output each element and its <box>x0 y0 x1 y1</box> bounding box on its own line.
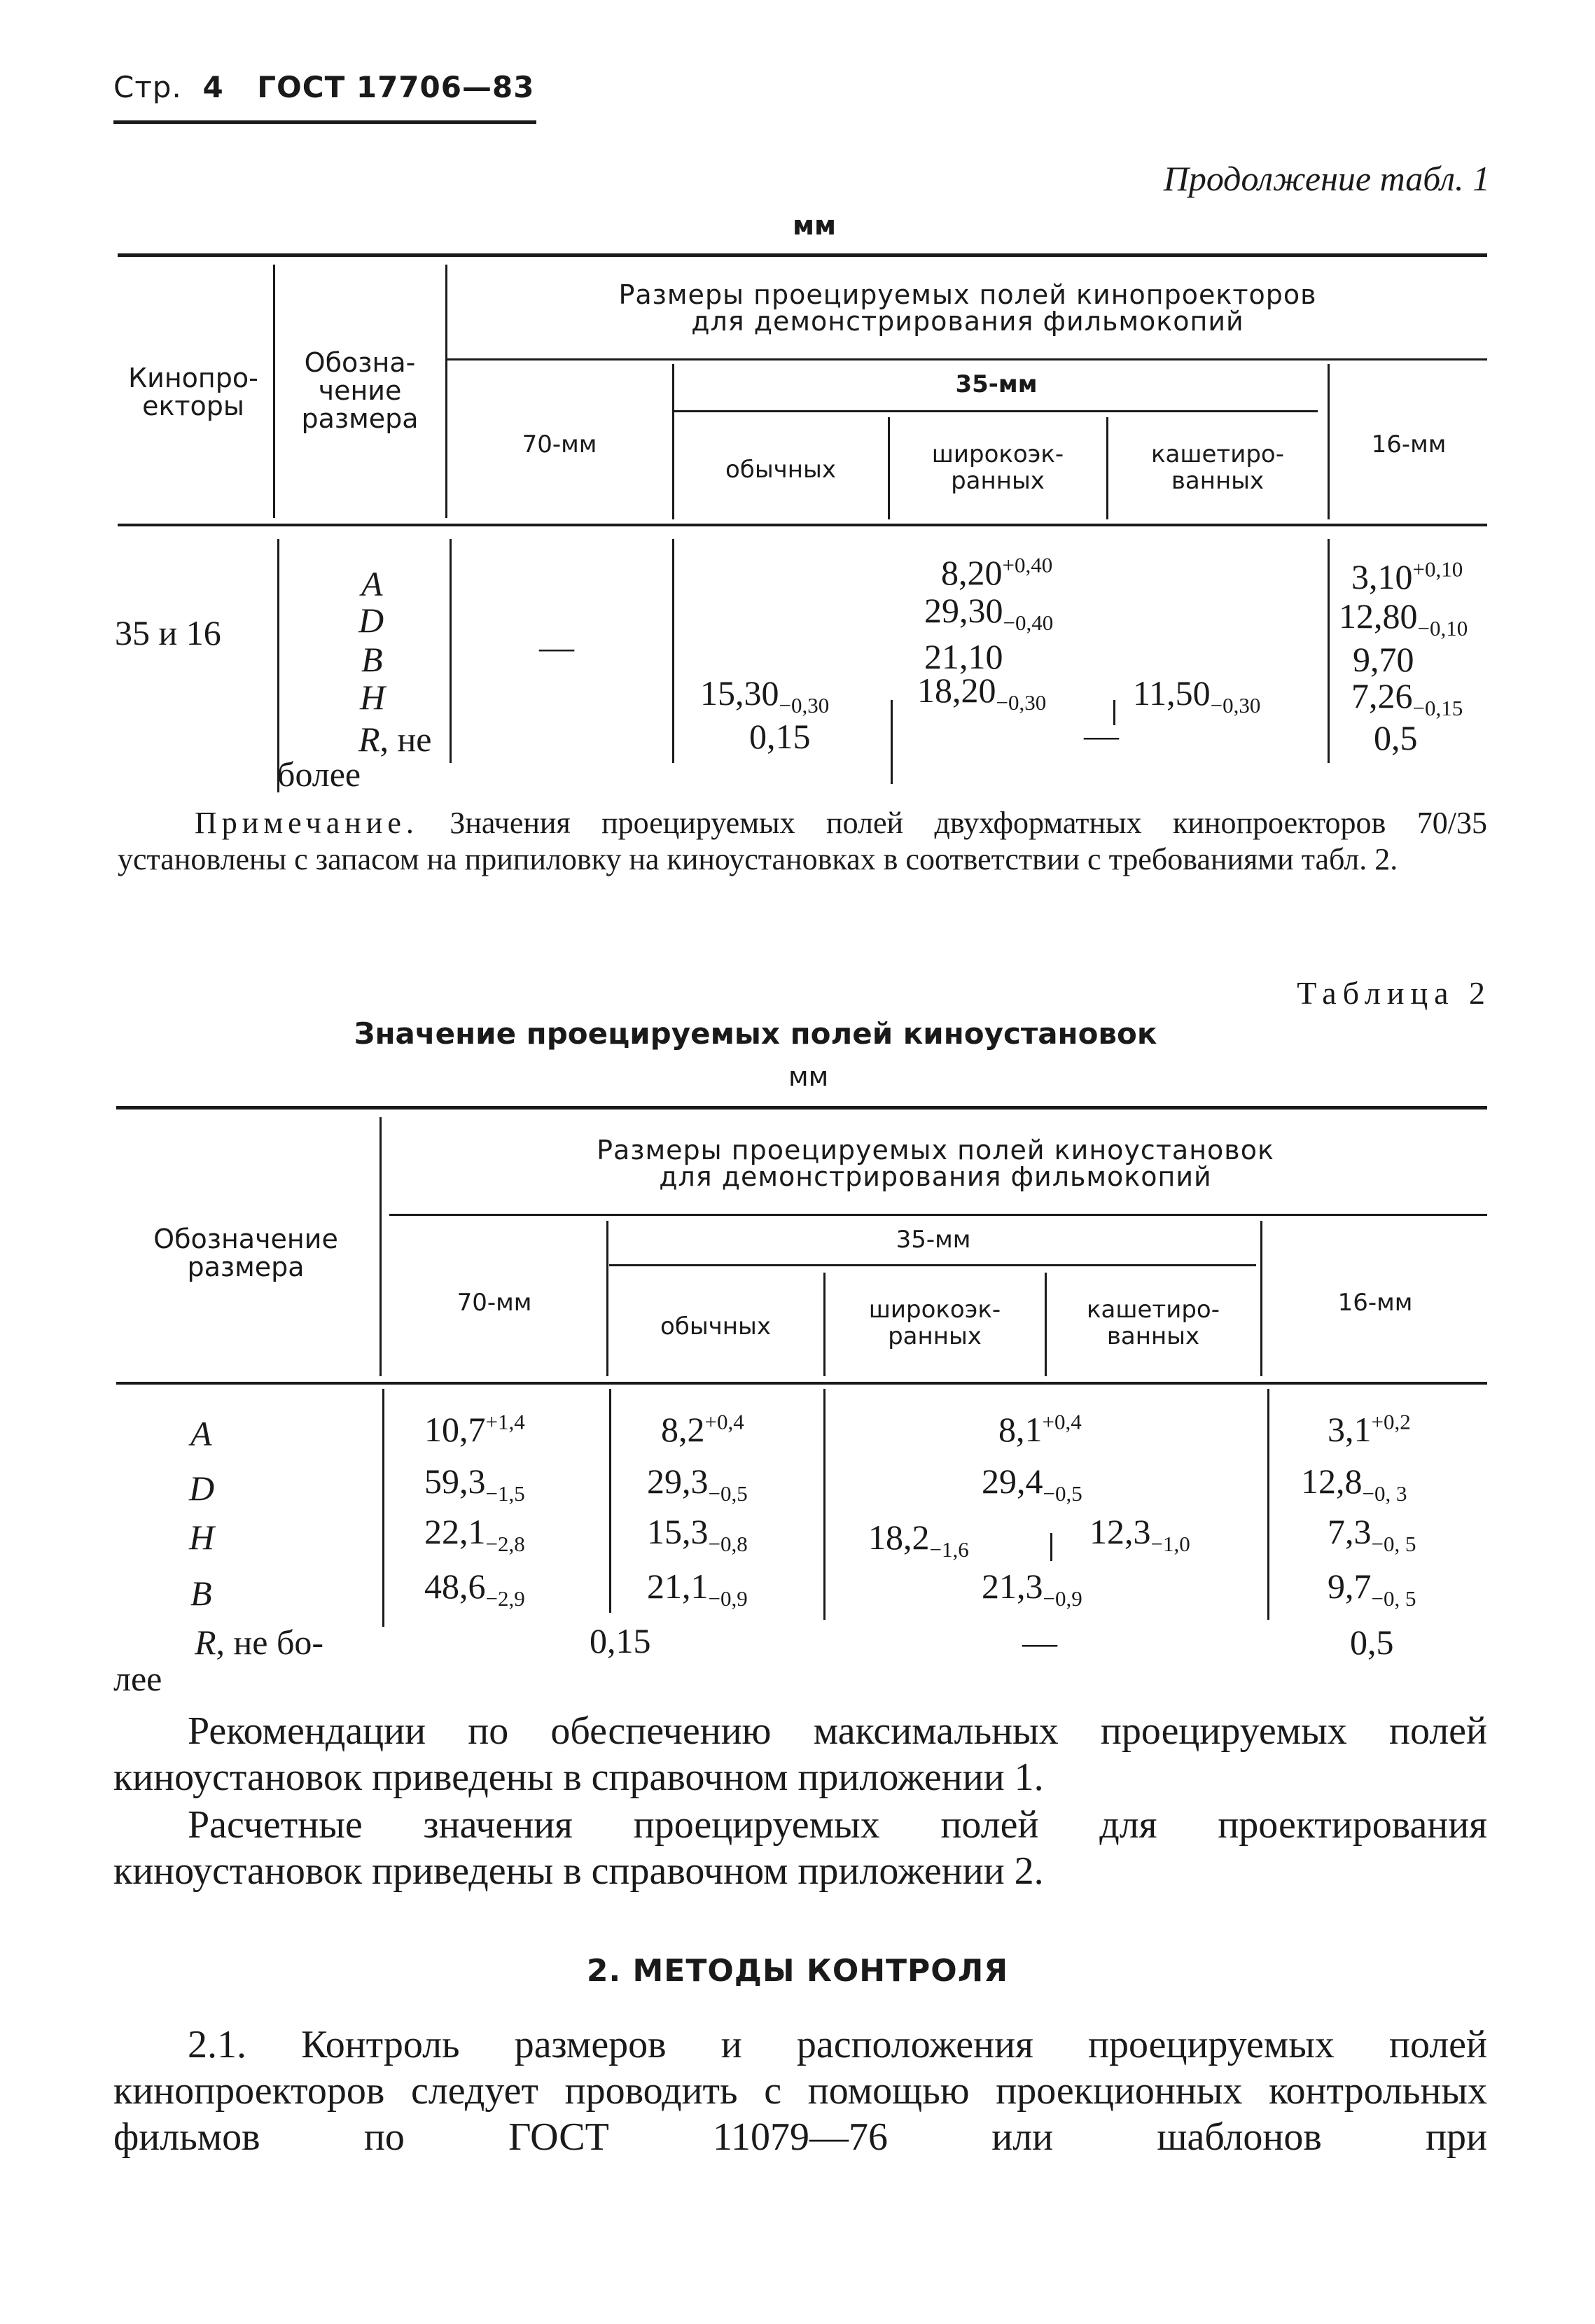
paragraph-2-1: 2.1. Контроль размеров и расположения проецируемых полей кинопроекторов следует проводить с помощью проекционных контрольных фильмов по ГОСТ 11079—76 или шаблонов при <box>113 2023 1487 2159</box>
table1-r-letter: R <box>358 720 380 759</box>
table2-col-16: 16-мм <box>1337 1289 1413 1317</box>
table2-r-35-rest: — <box>1022 1623 1057 1662</box>
table2-d-35o <box>647 1462 748 1506</box>
table1-h16 <box>1351 676 1463 720</box>
table1-vline <box>1106 417 1108 519</box>
table2-designation-d: D <box>189 1469 215 1508</box>
table2-rule <box>609 1264 1256 1266</box>
table2-h-35m-value: 12,3 <box>1089 1512 1151 1551</box>
table1-rule <box>447 358 1487 360</box>
table1-vline <box>672 364 674 519</box>
table2-h-35w <box>868 1518 969 1562</box>
table2-designation-h: H <box>189 1518 215 1557</box>
table1-vline <box>1328 364 1330 519</box>
table2-b-70 <box>424 1567 525 1611</box>
page-label: Стр. <box>113 70 182 104</box>
table2-b-16-tol: −0, 5 <box>1371 1586 1416 1611</box>
table1-top-rule <box>118 253 1487 257</box>
table1-h35-ordinary <box>700 673 830 718</box>
table1-h16-tol: −0,15 <box>1412 696 1463 720</box>
table2-a-35w-value: 8,1 <box>998 1410 1043 1449</box>
table2-h-70 <box>424 1512 525 1556</box>
table1-col-designation: Обозна- чение размера <box>301 347 419 434</box>
table2-b-35o-tol: −0,9 <box>708 1586 748 1611</box>
table1-rule <box>674 410 1318 412</box>
table2-h-35w-tol: −1,6 <box>929 1537 969 1562</box>
table2-col-designation: Обозначение размера <box>153 1224 338 1282</box>
table2-designation-b: B <box>190 1574 212 1613</box>
table2-b-70-tol: −2,9 <box>485 1586 525 1611</box>
table1-d35 <box>924 591 1054 635</box>
table1-designation-d: D <box>358 601 384 640</box>
table1-d35-tol: −0,40 <box>1003 610 1054 635</box>
table1-unit: мм <box>793 210 837 241</box>
table1-r-suffix2: более <box>277 755 361 794</box>
table2-vline <box>382 1389 384 1627</box>
table2-col-35-masked: кашетиро- ванных <box>1087 1296 1220 1350</box>
table1-b35: 21,10 <box>924 637 1003 676</box>
table2-top-rule <box>116 1106 1487 1110</box>
table1-a16-tol: +0,10 <box>1412 556 1463 582</box>
table1-h35-wide-value: 18,20 <box>917 671 996 710</box>
table1-d35-value: 29,30 <box>924 591 1003 630</box>
table2-b-35w-value: 21,3 <box>982 1567 1043 1606</box>
table2-a-35o-tol: +0,4 <box>704 1409 744 1434</box>
section-title: 2. МЕТОДЫ КОНТРОЛЯ <box>586 1953 1009 1989</box>
table2-d-70 <box>424 1462 525 1506</box>
table1-a35-tol: +0,40 <box>1002 552 1053 578</box>
table1-designation-r <box>358 720 432 759</box>
table1-vline <box>1328 539 1330 763</box>
table2-h-16-tol: −0, 5 <box>1371 1532 1416 1556</box>
table2-a-35o <box>661 1410 744 1449</box>
table2-a-35w <box>998 1410 1082 1449</box>
table1-a16-value: 3,10 <box>1351 557 1413 596</box>
table2-b-70-value: 48,6 <box>424 1567 486 1606</box>
paragraph-calculated-values: Расчетные значения проецируемых полей для проектирования киноустановок приведены в справочном приложении 2. <box>113 1803 1487 1893</box>
table2-vline <box>606 1221 608 1376</box>
table1-vline <box>891 700 893 784</box>
table1-h35-ordinary-value: 15,30 <box>700 673 779 713</box>
table1-vline <box>273 265 275 518</box>
table1-row-projectors: 35 и 16 <box>115 613 221 652</box>
table2-unit: мм <box>788 1061 829 1092</box>
table1-col-35: 35-мм <box>955 370 1038 398</box>
table2-vline <box>1267 1389 1269 1620</box>
table2-vline <box>1050 1533 1052 1561</box>
table1-vline <box>445 265 447 518</box>
table1-continuation: Продолжение табл. 1 <box>1163 159 1490 198</box>
table2-r-suffix2: лее <box>113 1659 162 1698</box>
table2-d-35w-value: 29,4 <box>982 1462 1043 1501</box>
table1-col-35-wide: широкоэк- ранных <box>931 440 1064 495</box>
table2-a-70-tol: +1,4 <box>485 1409 525 1434</box>
table1-note <box>118 805 1487 878</box>
table2-d-35o-tol: −0,5 <box>708 1481 748 1506</box>
table2-r-suffix: , не бо- <box>216 1623 324 1662</box>
table2-vline <box>1260 1221 1262 1376</box>
table1-col-35-ordinary: обычных <box>725 456 836 484</box>
table2-d-16 <box>1301 1462 1407 1506</box>
table2-a-70 <box>424 1410 525 1449</box>
table1-designation-h: H <box>360 678 386 717</box>
table2-h-35o <box>647 1512 748 1556</box>
table2-b-35o <box>647 1567 748 1611</box>
table1-r16: 0,5 <box>1374 718 1418 757</box>
table2-title: Значение проецируемых полей киноустановок <box>354 1016 1157 1051</box>
table1-a16 <box>1351 557 1463 596</box>
table2-h-16-value: 7,3 <box>1328 1512 1372 1551</box>
table2-h-35o-tol: −0,8 <box>708 1532 748 1556</box>
table1-col-16: 16-мм <box>1371 430 1447 458</box>
table2-a-35o-value: 8,2 <box>661 1410 705 1449</box>
table2-rule <box>389 1214 1487 1216</box>
table1-d16-value: 12,80 <box>1339 596 1418 636</box>
table2-d-16-tol: −0, 3 <box>1362 1481 1407 1506</box>
table2-vline <box>379 1117 382 1376</box>
page-number: 4 <box>202 70 224 104</box>
table1-col-35-masked: кашетиро- ванных <box>1151 440 1284 495</box>
table1-h16-value: 7,26 <box>1351 676 1413 715</box>
table2-vline <box>609 1389 611 1613</box>
standard-number: ГОСТ 17706—83 <box>257 70 535 104</box>
table1-group-title: Размеры проецируемых полей кинопроекторов для демонстрирования фильмокопий <box>618 279 1317 337</box>
table2-col-35-wide: широкоэк- ранных <box>868 1296 1001 1350</box>
table1-col-70: 70-мм <box>522 430 597 458</box>
table2-h-35m <box>1089 1512 1190 1556</box>
table2-header-bottom-rule <box>116 1382 1487 1385</box>
table2-b-35w <box>982 1567 1082 1611</box>
table1-h35-masked-tol: −0,30 <box>1210 693 1261 718</box>
table2-h-35o-value: 15,3 <box>647 1512 709 1551</box>
table2-col-70: 70-мм <box>457 1289 532 1317</box>
table2-d-70-tol: −1,5 <box>485 1481 525 1506</box>
table2-label: Таблица 2 <box>1297 975 1491 1011</box>
table2-vline <box>823 1389 826 1620</box>
table2-h-35m-tol: −1,0 <box>1150 1532 1190 1556</box>
table1-a35 <box>941 553 1052 592</box>
table2-vline <box>823 1273 826 1376</box>
table2-d-35o-value: 29,3 <box>647 1462 709 1501</box>
table1-h35-masked-value: 11,50 <box>1133 673 1211 713</box>
header-underline <box>113 120 536 124</box>
table2-h-16 <box>1328 1512 1416 1556</box>
table2-b-35o-value: 21,1 <box>647 1567 709 1606</box>
table2-vline <box>1045 1273 1047 1376</box>
page-header <box>113 70 534 104</box>
table1-vline <box>888 417 890 519</box>
table1-val-70: — <box>539 627 574 666</box>
table2-r-70-35: 0,15 <box>590 1621 651 1660</box>
table1-h35-wide-tol: −0,30 <box>996 690 1047 715</box>
table2-a-16-tol: +0,2 <box>1371 1409 1411 1434</box>
table1-vline <box>450 539 452 763</box>
table2-a-16-value: 3,1 <box>1328 1410 1372 1449</box>
table2-group-title: Размеры проецируемых полей киноустановок для демонстрирования фильмокопий <box>597 1135 1274 1192</box>
table2-b-35w-tol: −0,9 <box>1043 1586 1082 1611</box>
table1-r35-ordinary: 0,15 <box>749 717 811 756</box>
table2-designation-a: A <box>190 1414 212 1453</box>
table1-h35-masked <box>1133 673 1261 718</box>
table2-h-70-tol: −2,8 <box>485 1532 525 1556</box>
table2-h-70-value: 22,1 <box>424 1512 486 1551</box>
table1-b16: 9,70 <box>1353 640 1414 679</box>
table2-d-35w <box>982 1462 1082 1506</box>
table2-designation-r <box>195 1623 323 1662</box>
table2-a-16 <box>1328 1410 1411 1449</box>
table2-d-16-value: 12,8 <box>1301 1462 1363 1501</box>
table1-r35-rest: — <box>1084 715 1119 755</box>
table1-r-suffix: , не <box>379 720 432 759</box>
table1-a35-value: 8,20 <box>941 553 1003 592</box>
table2-h-35w-value: 18,2 <box>868 1518 930 1557</box>
table1-vline <box>672 539 674 763</box>
table2-b-16 <box>1328 1567 1416 1611</box>
paragraph-recommendations: Рекомендации по обеспечению максимальных проецируемых полей киноустановок приведены в справочном приложении 1. <box>113 1709 1487 1799</box>
table1-note-label: Примечание. <box>195 806 419 840</box>
table2-d-70-value: 59,3 <box>424 1462 486 1501</box>
table2-a-70-value: 10,7 <box>424 1410 486 1449</box>
table1-designation-a: A <box>361 564 383 603</box>
table2-col-35: 35-мм <box>896 1226 971 1254</box>
table1-h35-ordinary-tol: −0,30 <box>779 693 830 718</box>
table2-b-16-value: 9,7 <box>1328 1567 1372 1606</box>
table2-col-35-ordinary: обычных <box>660 1312 771 1340</box>
table2-r-letter: R <box>195 1623 216 1662</box>
table1-header-bottom-rule <box>118 524 1487 526</box>
table1-note-text: Значения проецируемых полей двухформатных кинопроекторов 70/35 установлены с запасом на припиловку на киноустановках в соответствии с требованиями табл. 2. <box>118 806 1487 876</box>
table1-h35-wide <box>917 671 1047 715</box>
table1-d16-tol: −0,10 <box>1417 616 1468 640</box>
table2-d-35w-tol: −0,5 <box>1043 1481 1082 1506</box>
table2-a-35w-tol: +0,4 <box>1042 1409 1082 1434</box>
table1-col-projectors: Кинопро- екторы <box>128 363 258 421</box>
table1-d16 <box>1339 596 1468 640</box>
table1-designation-b: B <box>361 640 383 679</box>
table2-r-16: 0,5 <box>1350 1623 1394 1662</box>
